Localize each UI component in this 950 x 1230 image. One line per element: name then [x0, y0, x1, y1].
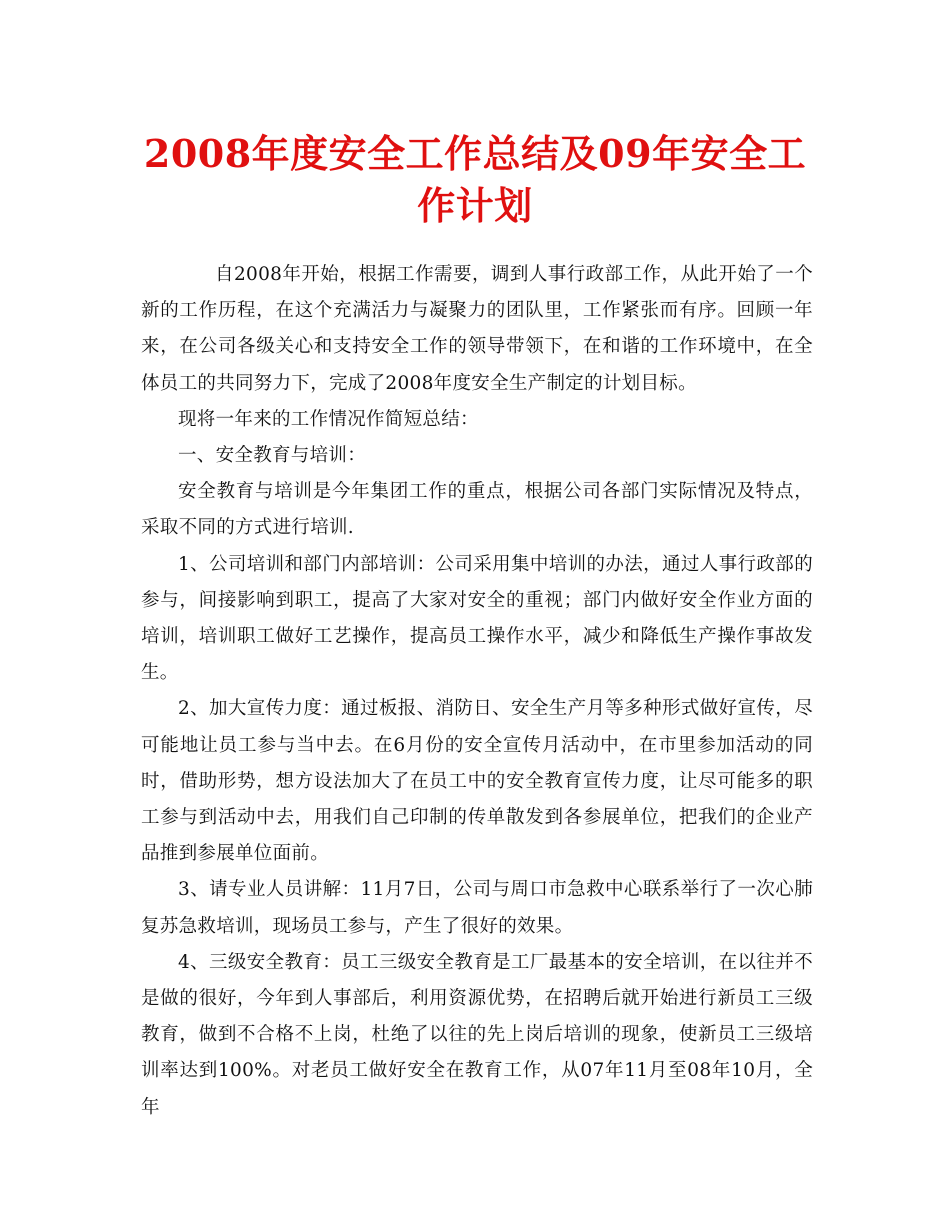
paragraph-item-3: 3、请专业人员讲解：11月7日，公司与周口市急救中心联系举行了一次心肺复苏急救培训，现场员工参与，产生了很好的效果。: [141, 879, 813, 937]
paragraph-intro: 自2008年开始，根据工作需要，调到人事行政部工作，从此开始了一个新的工作历程，在这个充满活力与凝聚力的团队里，工作紧张而有序。回顾一年来，在公司各级关心和支持安全工作的领导带领下，在和谐的工作环境中，在全体员工的共同努力下，完成了2008年度安全生产制定的计划目标。: [141, 264, 813, 394]
paragraph-item-2: 2、加大宣传力度：通过板报、消防日、安全生产月等多种形式做好宣传，尽可能地让员工参与当中去。在6月份的安全宣传月活动中，在市里参加活动的同时，借助形势，想方设法加大了在员工中的安全教育宣传力度，让尽可能多的职工参与到活动中去，用我们自己印制的传单散发到各参展单位，把我们的企业产品推到参展单位面前。: [141, 698, 813, 865]
document-title: 2008年度安全工作总结及09年安全工作计划: [143, 131, 807, 228]
document-body: [141, 257, 813, 1126]
section-heading-safety-training: 一、安全教育与培训：: [178, 445, 367, 467]
paragraph-item-4: 4、三级安全教育：员工三级安全教育是工厂最基本的安全培训，在以往并不是做的很好，今年到人事部后，利用资源优势，在招聘后就开始进行新员工三级教育，做到不合格不上岗，杜绝了以往的先上岗后培训的现象，使新员工三级培训率达到100%。对老员工做好安全在教育工作，从07年11月至08年10月，全年: [141, 951, 813, 1118]
paragraph-item-1: 1、公司培训和部门内部培训：公司采用集中培训的办法，通过人事行政部的参与，间接影响到职工，提高了大家对安全的重视；部门内做好安全作业方面的培训，培训职工做好工艺操作，提高员工操作水平，减少和降低生产操作事故发生。: [141, 553, 813, 684]
paragraph-summary-lead: 现将一年来的工作情况作简短总结：: [178, 408, 479, 430]
paragraph-training-focus: 安全教育与培训是今年集团工作的重点，根据公司各部门实际情况及特点，采取不同的方式进行培训.: [141, 481, 813, 539]
